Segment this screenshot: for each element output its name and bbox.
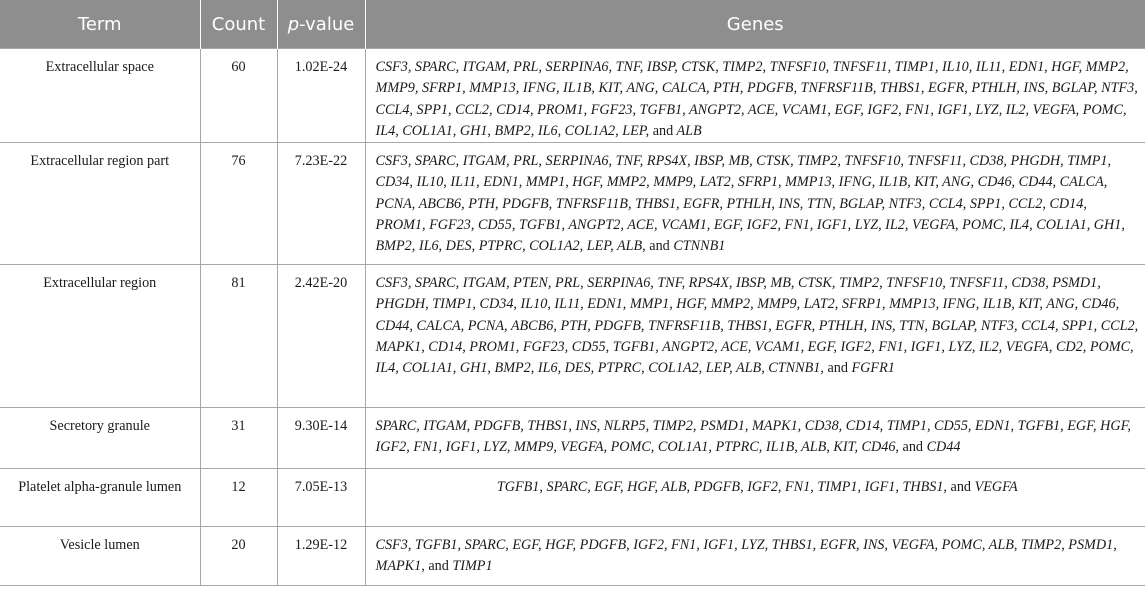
genes-last: TIMP1: [452, 558, 493, 575]
genes-cell: [365, 49, 1145, 143]
genes-last: CTNNB1: [673, 238, 726, 255]
header-pvalue: [277, 0, 365, 49]
header-value-suffix: -value: [299, 13, 355, 35]
header-p: p: [287, 13, 300, 35]
header-genes: Genes: [365, 0, 1145, 49]
pvalue-cell: 7.05E-13: [277, 469, 365, 527]
genes-list: SPARC, ITGAM, PDGFB, THBS1, INS, NLRP5, TIMP2, PSMD1, MAPK1, CD38, CD14, TIMP1, CD55, EDN1, TGFB1, EGF, HGF, IGF2, FN1, IGF1, LYZ, MMP9, VEGFA, POMC, COL1A1, PTPRC, IL1B, ALB, KIT, CD46,: [375, 418, 1131, 456]
table-row: [0, 527, 1145, 586]
pvalue-cell: 1.02E-24: [277, 49, 365, 143]
genes-and: and: [902, 439, 924, 456]
genes-last: FGFR1: [851, 360, 895, 377]
header-count: Count: [200, 0, 277, 49]
genes-list: CSF3, SPARC, ITGAM, PRL, SERPINA6, TNF, IBSP, CTSK, TIMP2, TNFSF10, TNFSF11, TIMP1, IL10, IL11, EDN1, HGF, MMP2, MMP9, SFRP1, MMP13, IFNG, IL1B, KIT, ANG, CALCA, PTH, PDGFB, TNFRSF11B, THBS1, EGFR, PTHLH, INS, BGLAP, NTF3, CCL4, SPP1, CCL2, CD14, PROM1, FGF23, TGFB1, ANGPT2, ACE, VCAM1, EGF, IGF2, FN1, IGF1, LYZ, IL2, VEGFA, POMC, IL4, COL1A1, GH1, BMP2, IL6, COL1A2, LEP,: [375, 59, 1138, 139]
header-row: [0, 0, 1145, 49]
genes-cell: [365, 408, 1145, 469]
genes-cell: [365, 143, 1145, 265]
genes-and: and: [428, 558, 449, 575]
count-cell: 12: [200, 469, 277, 527]
genes-list: CSF3, SPARC, ITGAM, PTEN, PRL, SERPINA6, TNF, RPS4X, IBSP, MB, CTSK, TIMP2, TNFSF10, TNFSF11, CD38, PSMD1, PHGDH, TIMP1, CD34, IL10, IL11, EDN1, MMP1, HGF, MMP2, MMP9, LAT2, SFRP1, MMP13, IFNG, IL1B, KIT, ANG, CD46, CD44, CALCA, PCNA, ABCB6, PTH, PDGFB, TNFRSF11B, THBS1, EGFR, PTHLH, INS, TTN, BGLAP, NTF3, CCL4, SPP1, CCL2, MAPK1, CD14, PROM1, FGF23, CD55, TGFB1, ANGPT2, ACE, VCAM1, EGF, IGF2, FN1, IGF1, LYZ, IL2, VEGFA, CD2, POMC, IL4, COL1A1, GH1, BMP2, IL6, DES, PTPRC, COL1A2, LEP, ALB, CTNNB1,: [375, 275, 1139, 377]
count-cell: 81: [200, 265, 277, 408]
term-cell: Extracellular space: [0, 49, 200, 143]
genes-cell: [365, 469, 1145, 527]
pvalue-cell: 9.30E-14: [277, 408, 365, 469]
table-row: [0, 469, 1145, 527]
term-cell: Platelet alpha-granule lumen: [0, 469, 200, 527]
count-cell: 20: [200, 527, 277, 586]
genes-cell: [365, 265, 1145, 408]
genes-last: ALB: [676, 122, 702, 139]
pvalue-cell: 1.29E-12: [277, 527, 365, 586]
pvalue-cell: 7.23E-22: [277, 143, 365, 265]
term-cell: Extracellular region part: [0, 143, 200, 265]
count-cell: 76: [200, 143, 277, 265]
genes-last: VEGFA: [974, 479, 1018, 496]
count-cell: 31: [200, 408, 277, 469]
genes-and: and: [827, 360, 848, 377]
header-term: Term: [0, 0, 200, 49]
term-cell: Extracellular region: [0, 265, 200, 408]
genes-list: TGFB1, SPARC, EGF, HGF, ALB, PDGFB, IGF2, FN1, TIMP1, IGF1, THBS1,: [496, 479, 947, 496]
genes-last: CD44: [926, 439, 961, 456]
pvalue-cell: 2.42E-20: [277, 265, 365, 408]
genes-list: CSF3, SPARC, ITGAM, PRL, SERPINA6, TNF, RPS4X, IBSP, MB, CTSK, TIMP2, TNFSF10, TNFSF11, CD38, PHGDH, TIMP1, CD34, IL10, IL11, EDN1, MMP1, HGF, MMP2, MMP9, LAT2, SFRP1, MMP13, IFNG, IL1B, KIT, ANG, CD46, CD44, CALCA, PCNA, ABCB6, PTH, PDGFB, TNFRSF11B, THBS1, EGFR, PTHLH, INS, TTN, BGLAP, NTF3, CCL4, SPP1, CCL2, CD14, PROM1, FGF23, CD55, TGFB1, ANGPT2, ACE, VCAM1, EGF, IGF2, FN1, IGF1, LYZ, IL2, VEGFA, POMC, IL4, COL1A1, GH1, BMP2, IL6, DES, PTPRC, COL1A2, LEP, ALB,: [375, 153, 1125, 255]
genes-cell: [365, 527, 1145, 586]
genes-and: and: [649, 238, 670, 255]
genes-and: and: [950, 479, 972, 496]
term-cell: Vesicle lumen: [0, 527, 200, 586]
count-cell: 60: [200, 49, 277, 143]
genes-list: CSF3, TGFB1, SPARC, EGF, HGF, PDGFB, IGF2, FN1, IGF1, LYZ, THBS1, EGFR, INS, VEGFA, POMC, ALB, TIMP2, PSMD1, MAPK1,: [375, 537, 1117, 575]
term-cell: Secretory granule: [0, 408, 200, 469]
table-row: [0, 143, 1145, 265]
table-row: [0, 408, 1145, 469]
table-row: [0, 265, 1145, 408]
table-row: [0, 49, 1145, 143]
genes-and: and: [652, 122, 674, 139]
